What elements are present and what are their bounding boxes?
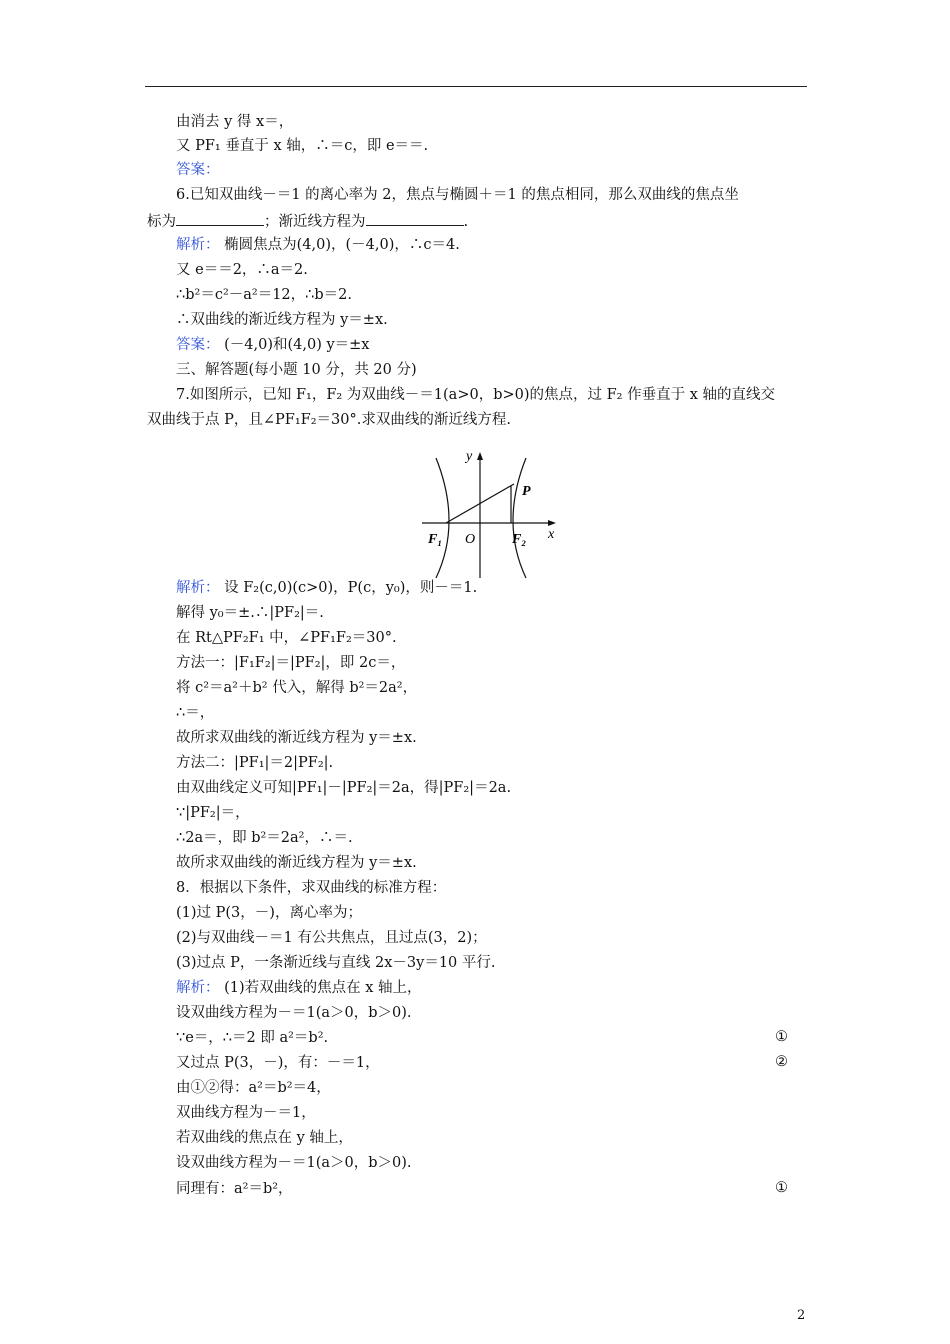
line-rest: (1)若双曲线的焦点在 x 轴上， <box>219 980 422 996</box>
label-f2: F₂ <box>512 532 527 547</box>
answer-blank-1[interactable] <box>176 211 264 226</box>
x-axis-arrow <box>548 520 556 526</box>
text-line: 设双曲线方程为－＝1(a＞0，b＞0). <box>176 1005 412 1021</box>
y-axis-arrow <box>477 452 483 460</box>
text-line: 双曲线方程为－＝1， <box>176 1105 316 1121</box>
text-line: ∴双曲线的渐近线方程为 y＝±x. <box>176 312 388 328</box>
line-start: 标为 <box>147 214 176 230</box>
line-rest: 椭圆焦点为(4,0)，(－4,0)，∴c＝4. <box>219 237 460 253</box>
text-line: 又 PF₁ 垂直于 x 轴，∴＝c，即 e＝＝. <box>176 138 429 154</box>
text-line: 三、解答题(每小题 10 分，共 20 分) <box>176 362 417 378</box>
hyperbola-figure <box>418 448 568 580</box>
text-line: 故所求双曲线的渐近线方程为 y＝±x. <box>176 855 417 871</box>
text-line: (1)过 P(3，－)，离心率为； <box>176 905 362 921</box>
circled-number: ② <box>775 1054 788 1070</box>
text-line: 在 Rt△PF₂F₁ 中，∠PF₁F₂＝30°. <box>176 630 397 646</box>
text-line: 由消去 y 得 x＝， <box>176 114 294 130</box>
answer-blank-2[interactable] <box>366 211 464 226</box>
text-line: 方法一：|F₁F₂|＝|PF₂|，即 2c＝， <box>176 655 406 671</box>
text-line: 7.如图所示，已知 F₁，F₂ 为双曲线－＝1(a>0，b>0)的焦点，过 F₂ 作垂直于 x 轴的直线交 <box>176 387 776 403</box>
text-line: 同理有：a²＝b²， <box>176 1181 293 1197</box>
text-line: 又过点 P(3，－)，有：－＝1， <box>176 1055 380 1071</box>
text-line: 故所求双曲线的渐近线方程为 y＝±x. <box>176 730 417 746</box>
text-line: ∴b²＝c²－a²＝12，∴b＝2. <box>176 287 353 303</box>
lead-label: 解析： <box>176 580 220 596</box>
label-p: P <box>522 484 531 499</box>
text-line: (3)过点 P，一条渐近线与直线 2x－3y＝10 平行. <box>176 955 496 971</box>
left-branch <box>436 458 449 578</box>
text-line: 由①②得：a²＝b²＝4， <box>176 1080 331 1096</box>
text-line: 解得 y₀＝±.∴|PF₂|＝. <box>176 605 324 621</box>
text-line: 将 c²＝a²＋b² 代入，解得 b²＝2a²， <box>176 680 418 696</box>
header-rule <box>145 86 807 87</box>
lead-label: 答案： <box>176 337 220 353</box>
line-end: . <box>463 214 469 230</box>
text-line: 方法二：|PF₁|＝2|PF₂|. <box>176 755 334 771</box>
text-line: ∵|PF₂|＝， <box>176 805 250 821</box>
lead-label: 解析： <box>176 237 220 253</box>
text-line <box>176 979 422 997</box>
line-rest: 设 F₂(c,0)(c>0)，P(c，y₀)，则－＝1. <box>219 580 478 596</box>
text-line: ∵e＝，∴＝2 即 a²＝b². <box>176 1030 329 1046</box>
text-line: 答案： <box>176 162 220 178</box>
circled-number: ① <box>775 1029 788 1045</box>
text-line <box>176 579 477 597</box>
line-rest: (－4,0)和(4,0) y＝±x <box>219 337 370 353</box>
label-x: x <box>548 527 555 542</box>
text-line: (2)与双曲线－＝1 有公共焦点，且过点(3，2)； <box>176 930 487 946</box>
text-line <box>147 211 468 231</box>
label-y: y <box>466 449 473 464</box>
text-line <box>176 336 369 354</box>
label-f1: F₁ <box>428 532 443 547</box>
text-line <box>176 236 460 254</box>
right-branch <box>513 458 526 578</box>
text-line: 8．根据以下条件，求双曲线的标准方程： <box>176 880 447 896</box>
text-line: 双曲线于点 P，且∠PF₁F₂＝30°.求双曲线的渐近线方程. <box>147 412 511 428</box>
text-line: 又 e＝＝2，∴a＝2. <box>176 262 308 278</box>
text-line: 由双曲线定义可知|PF₁|－|PF₂|＝2a，得|PF₂|＝2a. <box>176 780 512 796</box>
text-line: 6.已知双曲线－＝1 的离心率为 2，焦点与椭圆＋＝1 的焦点相同，那么双曲线的焦点坐 <box>176 187 739 203</box>
page-number: 2 <box>797 1308 806 1323</box>
lead-label: 解析： <box>176 980 220 996</box>
circled-number: ① <box>775 1180 788 1196</box>
text-line: 若双曲线的焦点在 y 轴上， <box>176 1130 353 1146</box>
line-middle: ；渐近线方程为 <box>264 214 366 230</box>
label-o: O <box>465 532 476 547</box>
text-line: 设双曲线方程为－＝1(a＞0，b＞0). <box>176 1155 412 1171</box>
text-line: ∴＝， <box>176 705 215 721</box>
text-line: ∴2a＝，即 b²＝2a²，∴＝. <box>176 830 353 846</box>
